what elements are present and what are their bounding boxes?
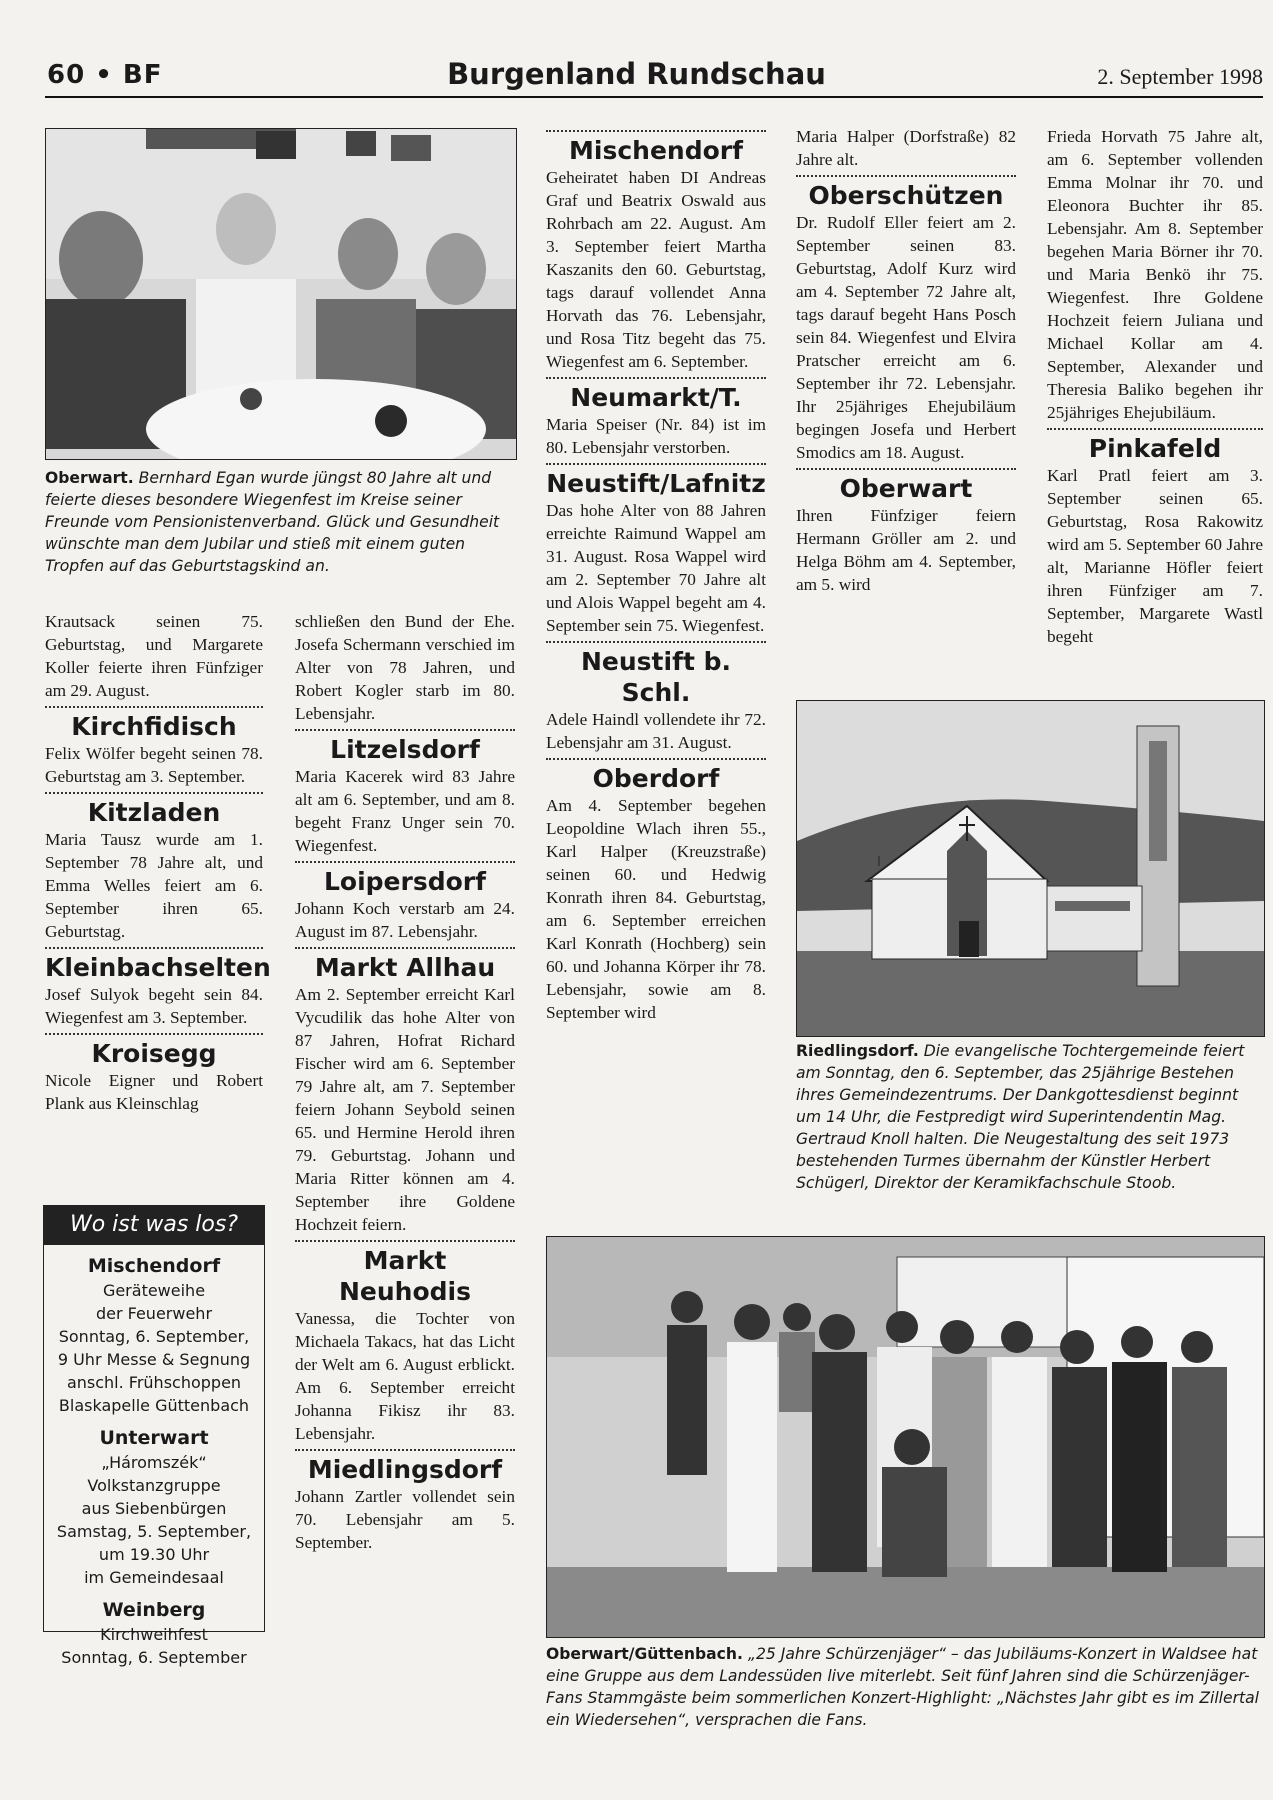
- caption-lead: Oberwart/Güttenbach.: [546, 1645, 743, 1663]
- column-3: [546, 130, 766, 1024]
- town-heading: Oberdorf: [546, 758, 766, 794]
- article-text: Nicole Eigner und Robert Plank aus Kleinschlag: [45, 1071, 263, 1113]
- column-4: [796, 125, 1016, 596]
- article-text: Josef Sulyok begeht sein 84. Wiegenfest am 3. September.: [45, 985, 263, 1027]
- article-text: schließen den Bund der Ehe. Josefa Schermann verschied im Alter von 78 Jahren, und Robert Kogler starb im 80. Lebensjahr.: [295, 612, 515, 723]
- town-heading: Neustift/Lafnitz: [546, 463, 766, 499]
- article-text: Am 4. September begehen Leopoldine Wlach ihren 55., Karl Halper (Kreuzstraße) seinen 60. und Hedwig Konrath ihren 84. Geburtstag, am 6. September erreichen Karl Konrath (Hochberg) sein 60. und Johanna Körper ihr 78. Lebensjahr, sowie am 8. September wird: [546, 796, 766, 1022]
- town-heading: Markt Allhau: [295, 947, 515, 983]
- town-heading: Kleinbachselten: [45, 947, 263, 983]
- article-text: Das hohe Alter von 88 Jahren erreichte Raimund Wappel am 31. August. Rosa Wappel wird am 2. September 70 Jahre alt und Alois Wappel begeht am 4. September sein 75. Wiegenfest.: [546, 501, 766, 635]
- article-text: Maria Halper (Dorfstraße) 82 Jahre alt.: [796, 127, 1016, 169]
- issue-date: 2. September 1998: [1097, 64, 1263, 89]
- town-heading: Oberwart: [796, 468, 1016, 504]
- events-box-title: Wo ist was los?: [44, 1206, 264, 1245]
- town-heading: Mischendorf: [546, 130, 766, 166]
- article-text: Maria Kacerek wird 83 Jahre alt am 6. September, und am 8. begeht Franz Unger sein 70. Wiegenfest.: [295, 767, 515, 855]
- town-heading: Neumarkt/T.: [546, 377, 766, 413]
- event-town: Mischendorf: [87, 1255, 221, 1277]
- town-heading: Loipersdorf: [295, 861, 515, 897]
- article-text: Felix Wölfer begeht seinen 78. Geburtstag am 3. September.: [45, 744, 263, 786]
- town-heading: Miedlingsdorf: [295, 1449, 515, 1485]
- article-text: Maria Tausz wurde am 1. September 78 Jahre alt, und Emma Welles feiert am 6. September ihren 65. Geburtstag.: [45, 830, 263, 941]
- town-heading: Neustift b. Schl.: [546, 641, 766, 708]
- article-text: Maria Speiser (Nr. 84) ist im 80. Lebensjahr verstorben.: [546, 415, 766, 457]
- photo-church-caption: [796, 1040, 1266, 1194]
- article-text: Geheiratet haben DI Andreas Graf und Beatrix Oswald aus Rohrbach am 22. August. Am 3. September feiert Martha Kaszanits den 60. Geburtstag, tags darauf vollendet Anna Horvath das 76. Lebensjahr, und Rosa Titz begeht das 75. Wiegenfest am 6. September.: [546, 168, 766, 371]
- caption-lead: Oberwart.: [45, 469, 134, 487]
- article-text: Ihren Fünfziger feiern Hermann Gröller am 2. und Helga Böhm am 4. September, am 5. wird: [796, 506, 1016, 594]
- article-text: Am 2. September erreicht Karl Vycudilik das hohe Alter von 87 Jahren, Hofrat Richard Fischer wird am 6. September 79 Jahre alt, am 7. September feiern Johann Seybold seinen 65. und Hermine Herold ihren 79. Geburtstag. Johann und Maria Ritter können am 4. September ihre Goldene Hochzeit feiern.: [295, 985, 515, 1234]
- article-text: Adele Haindl vollendete ihr 72. Lebensjahr am 31. August.: [546, 710, 766, 752]
- events-box: [43, 1205, 265, 1667]
- town-heading: Pinkafeld: [1047, 428, 1263, 464]
- town-heading: Oberschützen: [796, 175, 1016, 211]
- caption-text: Bernhard Egan wurde jüngst 80 Jahre alt und feierte dieses besondere Wiegenfest im Kreise seiner Freunde vom Pensionistenverband. Glück und Gesundheit wünschte man dem Jubilar und stieß mit einem guten Tropfen auf das Geburtstagskind an.: [45, 469, 500, 575]
- article-text: Frieda Horvath 75 Jahre alt, am 6. September vollenden Emma Molnar ihr 70. und Eleonora Buchter ihr 85. Lebensjahr. Am 8. September begehen Maria Börner ihr 70. und Maria Benkö ihr 75. Wiegenfest. Ihre Goldene Hochzeit feiern Juliana und Michael Kollar am 4. September, Alexander und Theresia Baliko begehen ihr 25jähriges Ehejubiläum.: [1047, 127, 1263, 422]
- event-town: Weinberg: [102, 1599, 206, 1621]
- photo-birthday-party: [45, 128, 517, 460]
- header-rule: [45, 96, 1263, 98]
- page-number-section: 60 • BF: [47, 60, 163, 90]
- article-text: Johann Zartler vollendet sein 70. Lebensjahr am 5. September.: [295, 1487, 515, 1552]
- event-details: Geräteweihe der Feuerwehr Sonntag, 6. September, 9 Uhr Messe & Segnung anschl. Frühschoppen Blaskapelle Güttenbach: [57, 1281, 251, 1415]
- article-text: Vanessa, die Tochter von Michaela Takacs, hat das Licht der Welt am 6. August erblickt. Am 6. September erreicht Johanna Fikisz ihr 83. Lebensjahr.: [295, 1309, 515, 1443]
- caption-text: Die evangelische Tochtergemeinde feiert am Sonntag, den 6. September, das 25jährige Bestehen ihres Gemeindezentrums. Der Dankgottesdienst beginnt um 14 Uhr, die Festpredigt wird Superintendentin Mag. Gertraud Knoll halten. Die Neugestaltung des seit 1973 bestehenden Turmes übernahm der Künstler Herbert Schügerl, Direktor der Keramikfachschule Stoob.: [796, 1042, 1245, 1192]
- article-text: Karl Pratl feiert am 3. September seinen 65. Geburtstag, Rosa Rakowitz wird am 5. September 60 Jahre alt, Marianne Höfler feiert ihren Fünfziger am 7. September, Margarete Wastl begeht: [1047, 466, 1263, 646]
- caption-lead: Riedlingsdorf.: [796, 1042, 919, 1060]
- article-text: Johann Koch verstarb am 24. August im 87. Lebensjahr.: [295, 899, 515, 941]
- photo-fans-group: [546, 1236, 1265, 1638]
- column-1: [45, 610, 271, 1115]
- town-heading: Kroisegg: [45, 1033, 263, 1069]
- town-heading: Markt Neuhodis: [295, 1240, 515, 1307]
- event-town: Unterwart: [99, 1427, 209, 1449]
- newspaper-title: Burgenland Rundschau: [447, 57, 826, 91]
- event-details: Kirchweihfest Sonntag, 6. September: [61, 1625, 247, 1667]
- photo-fans-caption: [546, 1643, 1263, 1731]
- column-2: [295, 610, 515, 1554]
- town-heading: Kitzladen: [45, 792, 263, 828]
- article-text: Krautsack seinen 75. Geburtstag, und Margarete Koller feierte ihren Fünfziger am 29. August.: [45, 612, 263, 700]
- town-heading: Kirchfidisch: [45, 706, 263, 742]
- event-details: „Háromszék“ Volkstanzgruppe aus Siebenbürgen Samstag, 5. September, um 19.30 Uhr im Gemeindesaal: [56, 1453, 252, 1587]
- photo-church: [796, 700, 1265, 1037]
- article-text: Dr. Rudolf Eller feiert am 2. September seinen 83. Geburtstag, Adolf Kurz wird am 4. September 72 Jahre alt, tags darauf begeht Hans Posch sein 84. Wiegenfest und Elvira Pratscher erreicht am 6. September ihr 72. Lebensjahr. Ihr 25jähriges Ehejubiläum begingen Josefa und Herbert Smodics am 18. August.: [796, 213, 1016, 462]
- caption-text: „25 Jahre Schürzenjäger“ – das Jubiläums-Konzert in Waldsee hat eine Gruppe aus dem Landessüden live miterlebt. Seit fünf Jahren sind die Schürzenjäger-Fans Stammgäste beim sommerlichen Konzert-Highlight: „Nächstes Jahr gibt es im Zillertal ein Wiedersehen“, versprachen die Fans.: [546, 1645, 1260, 1729]
- photo-birthday-caption: [45, 467, 517, 577]
- town-heading: Litzelsdorf: [295, 729, 515, 765]
- column-5: [1047, 125, 1263, 648]
